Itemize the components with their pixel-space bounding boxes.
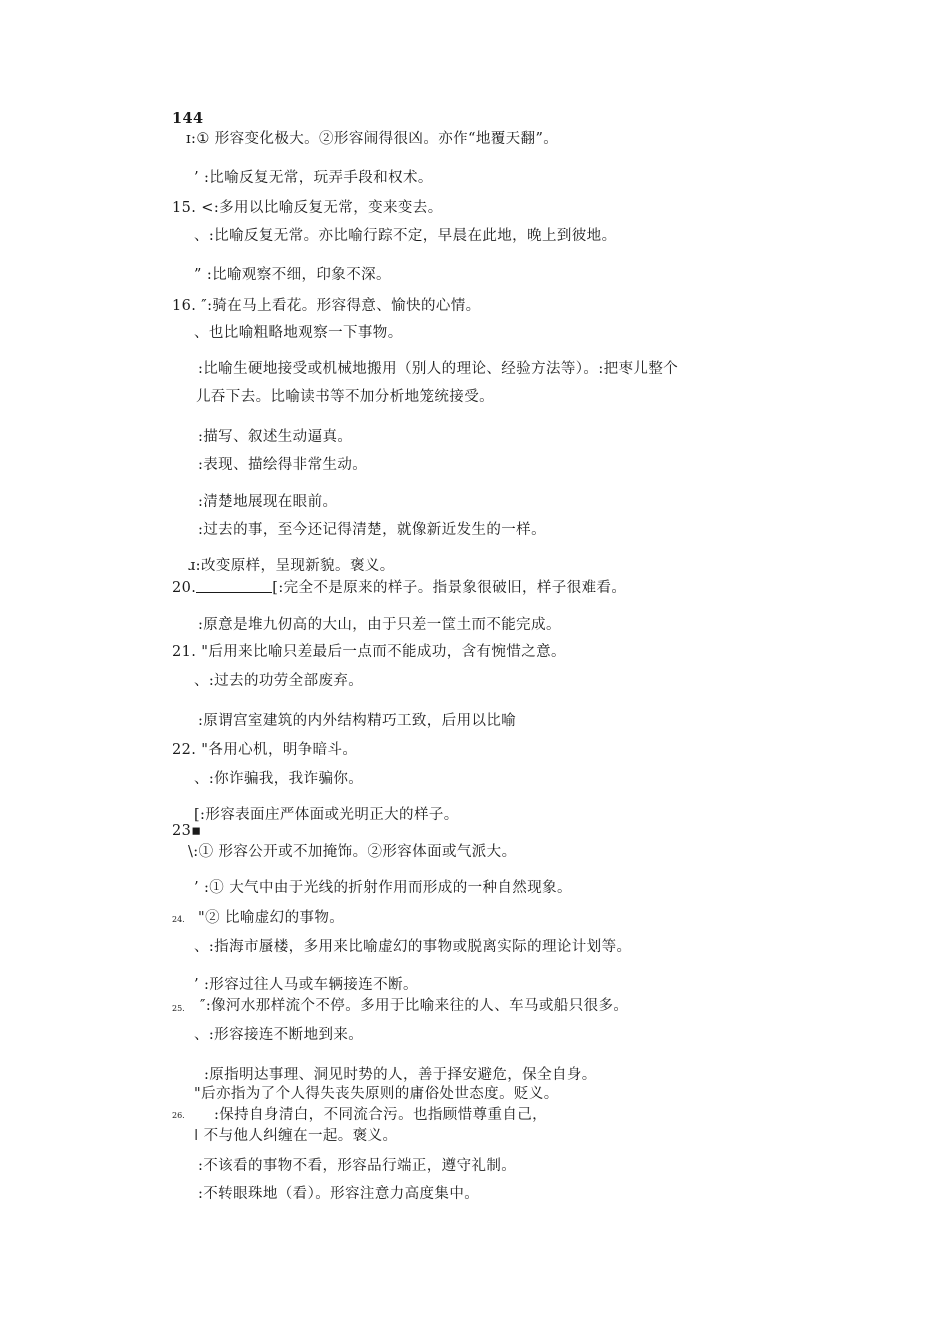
- definition-line: :描写、叙述生动逼真。: [198, 429, 353, 445]
- definition-line: ” :比喻观察不细，印象不深。: [194, 267, 391, 283]
- definition-line: 、:比喻反复无常。亦比喻行踪不定，早晨在此地，晚上到彼地。: [194, 228, 617, 244]
- definition-line: 、:你诈骗我，我诈骗你。: [194, 771, 364, 787]
- definition-line: 21. "后用来比喻只差最后一点而不能成功，含有惋惜之意。: [172, 644, 566, 660]
- item-number-26: 26.: [172, 1111, 185, 1120]
- definition-line: 16. ″:骑在马上看花。形容得意、愉快的心情。: [172, 298, 481, 314]
- item-number-25: 25.: [172, 1004, 185, 1013]
- definition-line: 、:指海市蜃楼，多用来比喻虚幻的事物或脱离实际的理论计划等。: [194, 939, 632, 955]
- definition-line: ’ :比喻反复无常，玩弄手段和权术。: [194, 170, 433, 186]
- definition-line: ’ :形容过往人马或车辆接连不断。: [194, 977, 418, 993]
- definition-line: :不转眼珠地（看）。形容注意力高度集中。: [198, 1186, 480, 1202]
- definition-line: 、也比喻粗略地观察一下事物。: [194, 325, 403, 341]
- item-number-20: 20.: [172, 580, 197, 596]
- definition-line: :清楚地展现在眼前。: [198, 494, 338, 510]
- item-20-line: [172, 578, 626, 597]
- definition-line: 、:过去的功劳全部废弃。: [194, 673, 364, 689]
- definition-line: :表现、描绘得非常生动。: [198, 457, 368, 473]
- definition-line: ɹ:改变原样，呈现新貌。褒义。: [188, 558, 395, 574]
- definition-line: 22. "各用心机，明争暗斗。: [172, 742, 358, 758]
- definition-line: :保持自身清白，不同流合污。也指顾惜尊重自己，: [214, 1107, 548, 1123]
- definition-line: 、:形容接连不断地到来。: [194, 1027, 364, 1043]
- definition-line: 儿吞下去。比喻读书等不加分析地笼统接受。: [196, 389, 494, 405]
- definition-line: ″:像河水那样流个不停。多用于比喻来往的人、车马或船只很多。: [200, 998, 629, 1014]
- definition-line: :比喻生硬地接受或机械地搬用（别人的理论、经验方法等）。:把枣儿整个: [198, 361, 679, 377]
- definition-line: "后亦指为了个人得失丧失原则的庸俗处世态度。贬义。: [194, 1086, 559, 1102]
- definition-line: :原指明达事理、洞见时势的人，善于择安避危，保全自身。: [204, 1067, 597, 1083]
- definition-line: ǀ 不与他人纠缠在一起。褒义。: [194, 1128, 398, 1144]
- fill-in-blank: [196, 578, 272, 593]
- item-number-24: 24.: [172, 915, 185, 924]
- definition-text: [:完全不是原来的样子。指景象很破旧，样子很难看。: [272, 580, 627, 596]
- definition-line: ’ :① 大气中由于光线的折射作用而形成的一种自然现象。: [194, 880, 572, 896]
- definition-line: :不该看的事物不看，形容品行端正，遵守礼制。: [198, 1158, 517, 1174]
- definition-line: "② 比喻虚幻的事物。: [198, 910, 345, 926]
- definition-line: ɪ:① 形容变化极大。②形容闹得很凶。亦作“地覆天翻”。: [186, 131, 559, 147]
- definition-line: [:形容表面庄严体面或光明正大的样子。: [194, 807, 459, 823]
- definition-line: :原意是堆九仞高的大山，由于只差一筐土而不能完成。: [198, 617, 561, 633]
- definition-line: :过去的事，至今还记得清楚，就像新近发生的一样。: [198, 522, 546, 538]
- definition-line: :原谓宫室建筑的内外结构精巧工致，后用以比喻: [198, 713, 517, 729]
- definition-line: \:① 形容公开或不加掩饰。②形容体面或气派大。: [188, 844, 517, 860]
- definition-line: 15. <:多用以比喻反复无常，变来变去。: [172, 200, 443, 216]
- item-number-14: 144: [172, 110, 204, 127]
- item-number-23: 23▪: [172, 823, 202, 839]
